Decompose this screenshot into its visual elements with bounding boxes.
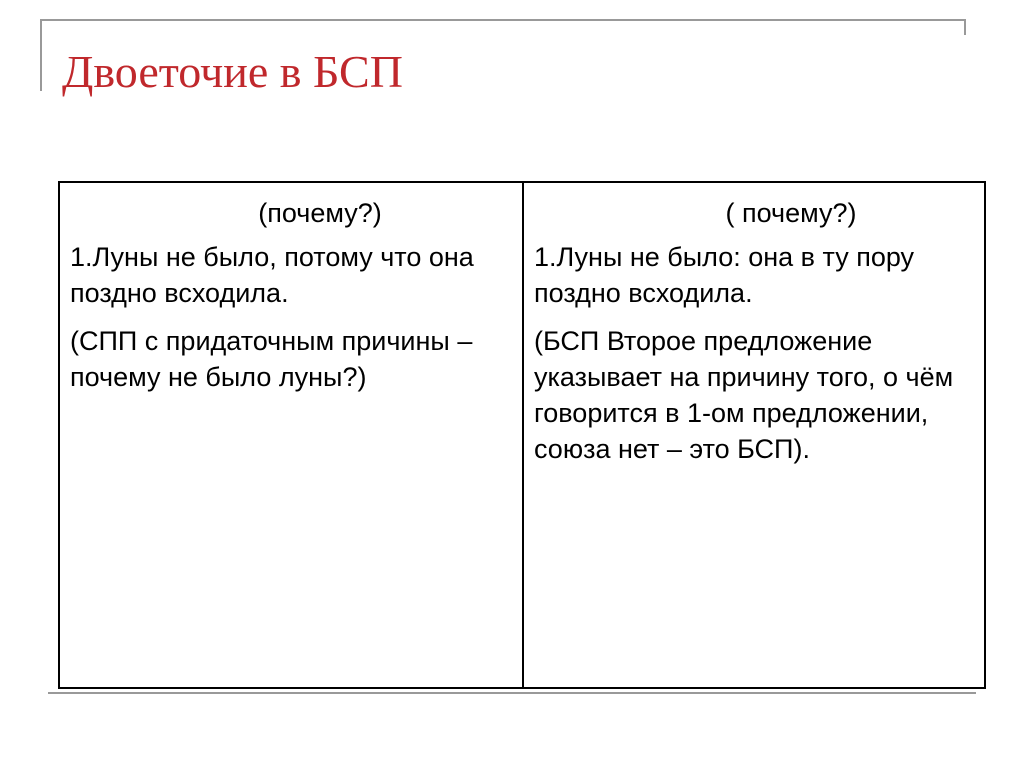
example-explanation: (БСП Второе предложение указывает на причину того, о чём говорится в 1-ом предложении, союза нет – это БСП). [534,326,954,464]
frame-line-left [40,19,42,91]
frame-line-right [964,19,966,35]
example-explanation: (СПП с придаточным причины – почему не было луны?) [70,326,473,392]
table-column-spp [60,183,524,687]
column-question: ( почему?) [725,198,857,228]
frame-line-top [40,19,966,21]
frame-line-bottom [48,692,976,694]
slide-title: Двоеточие в БСП [62,46,403,97]
example-sentence: 1.Луны не было, потому что она поздно всходила. [70,242,474,308]
column-question: (почему?) [258,198,382,228]
example-sentence: 1.Луны не было: она в ту пору поздно всходила. [534,242,915,308]
comparison-table [58,181,986,689]
table-column-bsp [524,183,984,687]
